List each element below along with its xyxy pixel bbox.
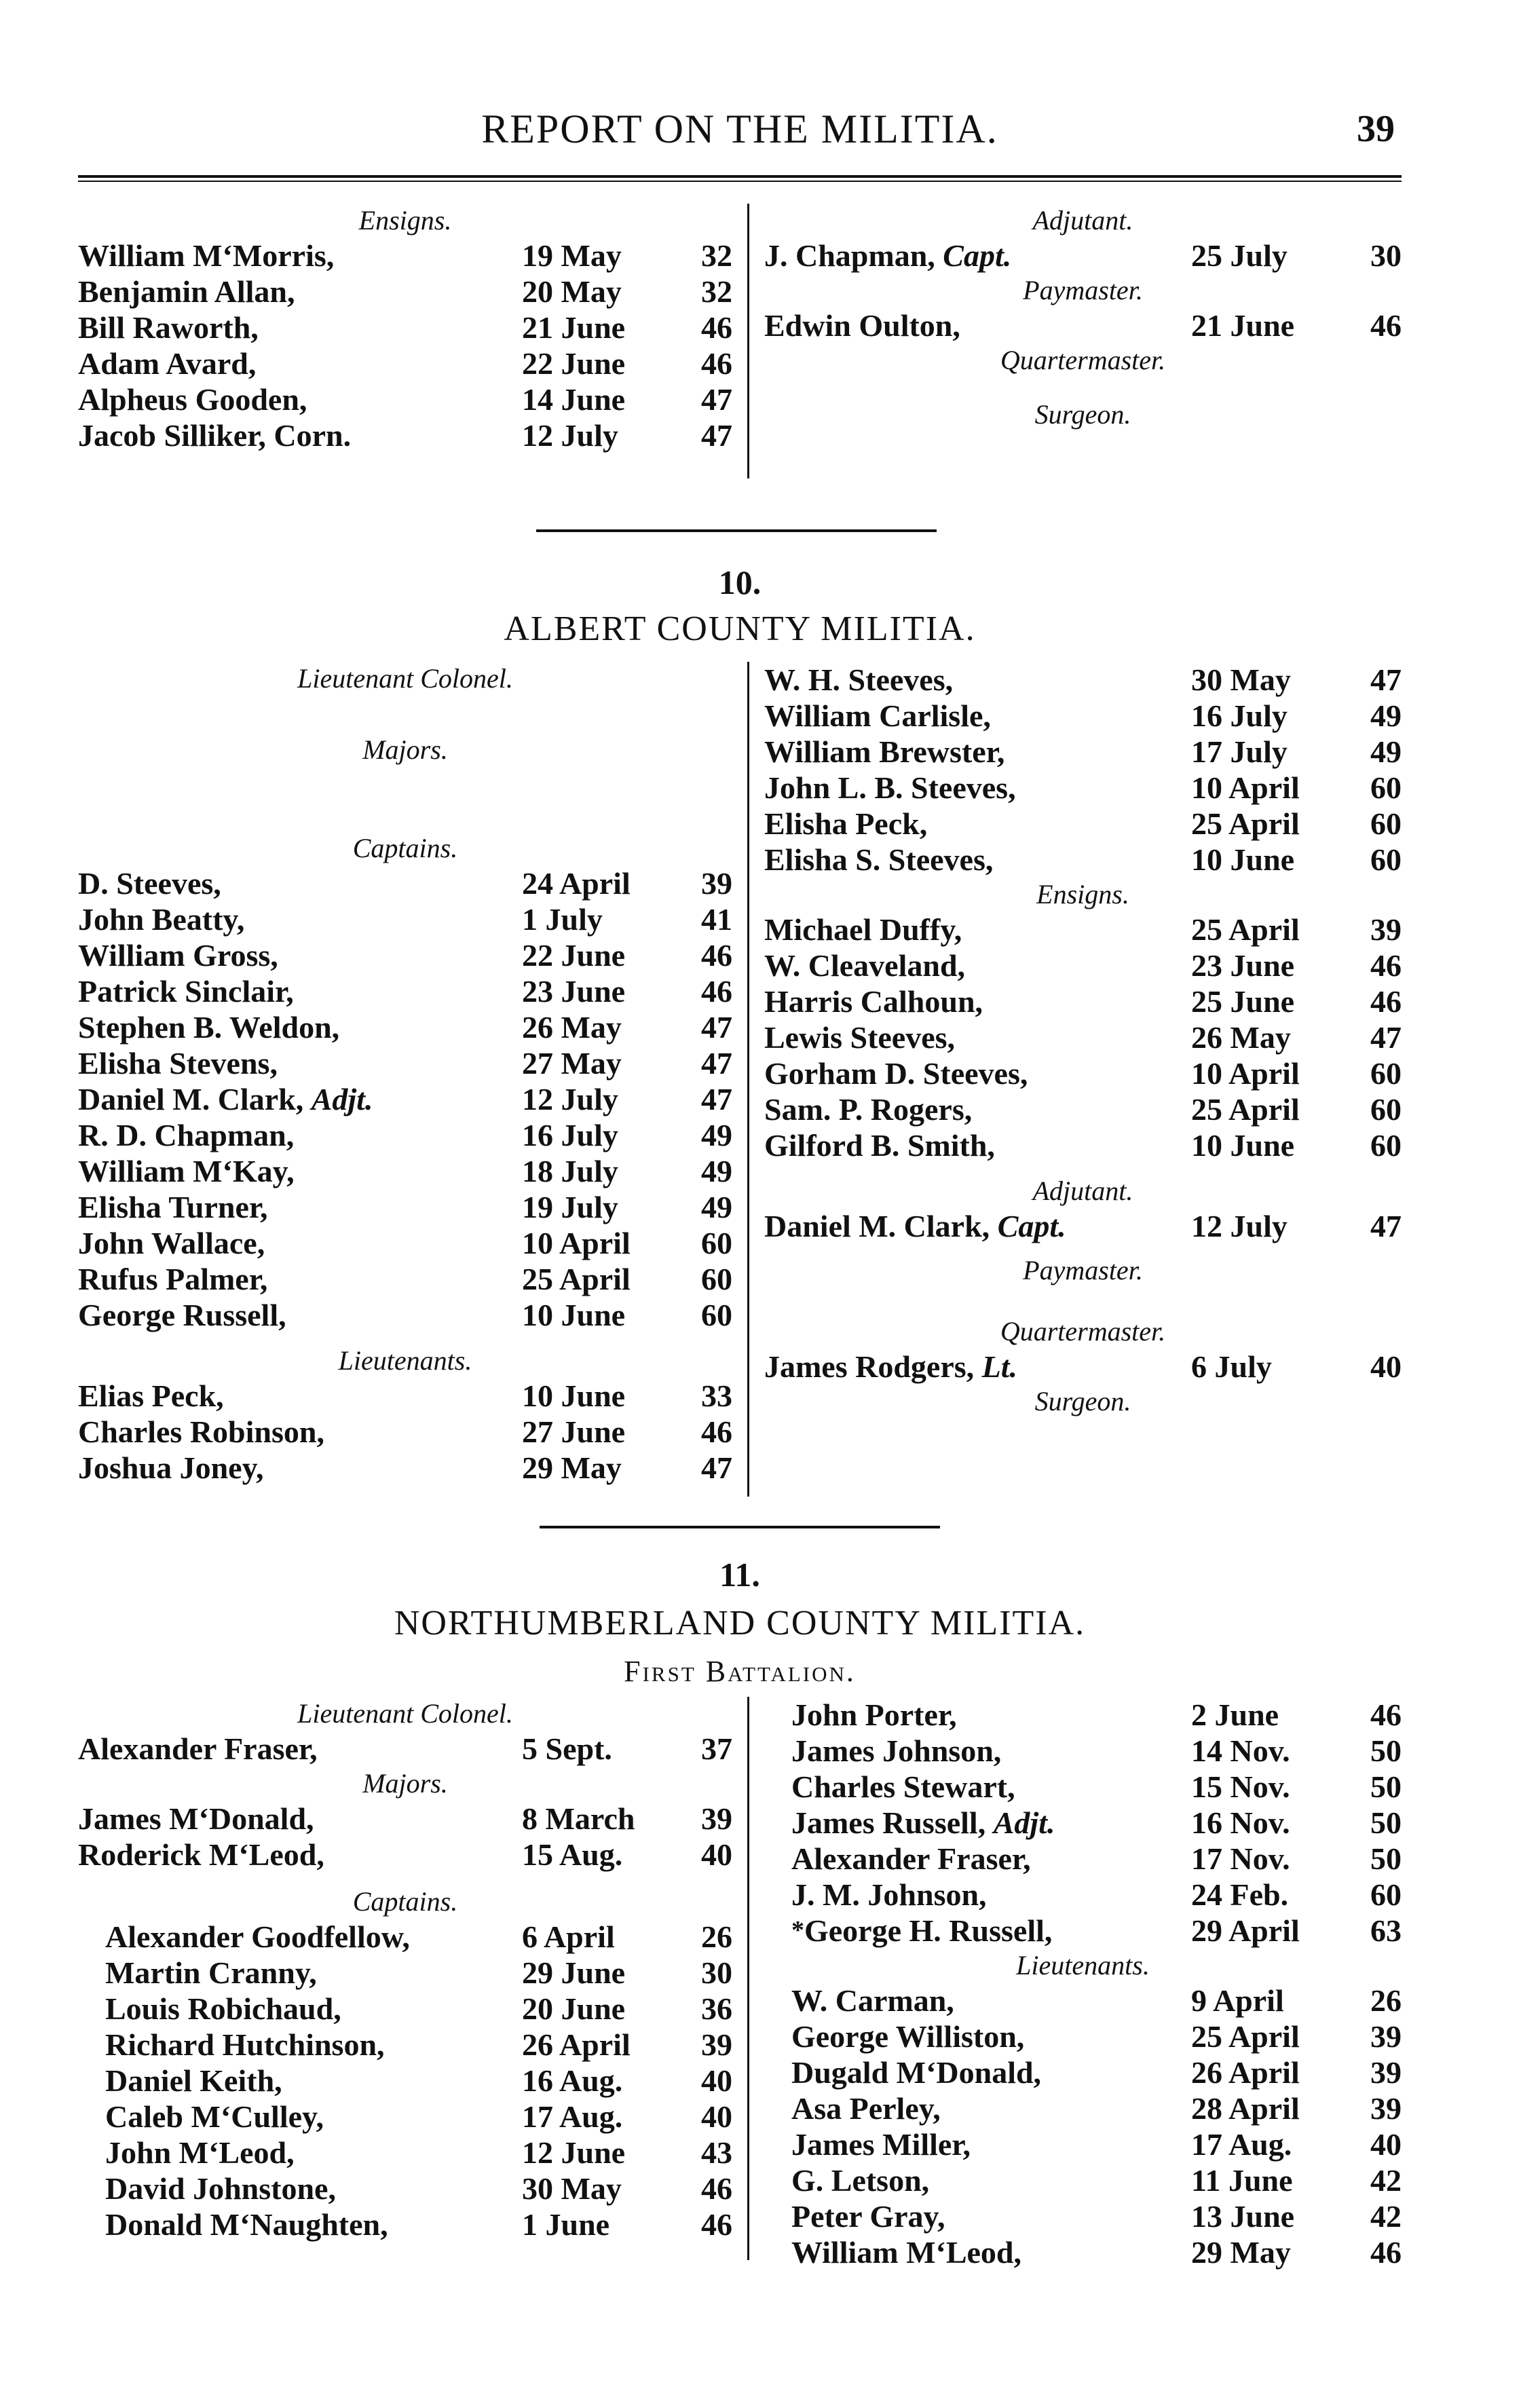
list-item: J. Chapman, Capt. 25 July 30 xyxy=(764,238,1402,273)
commission-year: 39 xyxy=(700,2027,732,2062)
list-item xyxy=(78,1801,732,1837)
list-item: James Rodgers, Lt. 6 July 40 xyxy=(764,1349,1402,1384)
officer-name: W. Carman, xyxy=(791,1983,954,2018)
commission-year: 47 xyxy=(1370,662,1402,697)
list-item xyxy=(78,2099,732,2135)
officer-name: Michael Duffy, xyxy=(764,912,962,947)
commission-date: 24 Feb. xyxy=(1191,1877,1289,1912)
commission-date: 25 April xyxy=(1191,806,1300,841)
commission-year: 39 xyxy=(1370,2091,1402,2126)
rank-heading-lieutenants: Lieutenants. xyxy=(338,1345,472,1376)
list-item xyxy=(78,973,732,1009)
officer-name: Elisha Turner, xyxy=(78,1190,268,1224)
commission-year: 60 xyxy=(1370,806,1402,841)
list-item: Edwin Oulton, 21 June 46 xyxy=(764,308,1402,343)
officer-name: John Wallace, xyxy=(78,1226,265,1260)
commission-year: 47 xyxy=(700,1450,732,1485)
commission-year: 60 xyxy=(1370,770,1402,805)
officer-name: Daniel Keith, xyxy=(105,2063,282,2098)
officer-name: William M‘Morris, xyxy=(78,238,335,273)
officer-name: Harris Calhoun, xyxy=(764,984,983,1019)
commission-year: 50 xyxy=(1370,1841,1402,1876)
list-item xyxy=(764,1733,1402,1769)
commission-year: 30 xyxy=(700,1955,732,1990)
list-item xyxy=(78,1081,732,1117)
section-number-11: 11. xyxy=(719,1556,760,1594)
list-item xyxy=(764,1983,1402,2018)
list-item xyxy=(78,1117,732,1153)
commission-date: 29 April xyxy=(1191,1913,1300,1948)
lieutenant-list-continued xyxy=(764,662,1402,878)
section-subtitle: First Battalion. xyxy=(624,1655,856,1688)
commission-date: 17 Nov. xyxy=(1191,1841,1290,1876)
officer-name: James Johnson, xyxy=(791,1733,1002,1768)
commission-year: 47 xyxy=(700,418,732,453)
rank-heading-majors: Majors. xyxy=(362,734,448,765)
list-item xyxy=(764,2090,1402,2126)
rank-heading-ensigns: Ensigns. xyxy=(1036,879,1129,909)
footnote-star: * xyxy=(791,1916,804,1945)
commission-year: 46 xyxy=(1370,984,1402,1019)
commission-date: 10 June xyxy=(521,1298,626,1332)
commission-year: 60 xyxy=(700,1226,732,1260)
section-10-right-column xyxy=(749,662,1402,1497)
officer-name: Charles Robinson, xyxy=(78,1414,324,1449)
list-item xyxy=(764,662,1402,698)
officer-name: Richard Hutchinson, xyxy=(105,2027,385,2062)
officer-name: Roderick M‘Leod, xyxy=(78,1837,324,1872)
commission-year: 60 xyxy=(700,1298,732,1332)
commission-year: 42 xyxy=(1370,2163,1402,2198)
list-item: Alexander Fraser, 5 Sept. 37 xyxy=(78,1731,732,1766)
officer-name: Gorham D. Steeves, xyxy=(764,1056,1028,1091)
officer-name: John Beatty, xyxy=(78,902,245,937)
commission-year: 46 xyxy=(700,2171,732,2206)
commission-date: 12 July xyxy=(521,418,618,453)
commission-year: 49 xyxy=(1370,734,1402,769)
commission-year: 36 xyxy=(700,1991,732,2026)
ensign-list xyxy=(764,912,1402,1163)
section-title-northumberland: NORTHUMBERLAND COUNTY MILITIA. xyxy=(394,1604,1086,1642)
list-item xyxy=(78,1153,732,1189)
commission-date: 1 July xyxy=(521,902,603,937)
commission-year: 49 xyxy=(700,1154,732,1188)
list-item xyxy=(764,2198,1402,2234)
commission-date: 17 July xyxy=(1191,734,1288,769)
commission-date: 26 April xyxy=(1191,2055,1300,2090)
rank-heading-ensigns: Ensigns. xyxy=(358,205,452,236)
commission-date: 29 May xyxy=(521,1450,622,1485)
list-item xyxy=(78,274,732,309)
officer-name: Alpheus Gooden, xyxy=(78,382,307,417)
commission-year: 47 xyxy=(700,1082,732,1116)
rank-heading-paymaster: Paymaster. xyxy=(1023,275,1143,305)
commission-date: 25 April xyxy=(521,1262,631,1296)
commission-date: 20 June xyxy=(521,1991,626,2026)
section-10-left-column xyxy=(78,662,749,1497)
list-item xyxy=(764,806,1402,842)
commission-date: 26 May xyxy=(1191,1020,1291,1055)
officer-name: Alexander Goodfellow, xyxy=(105,1919,410,1954)
commission-date: 12 June xyxy=(521,2135,626,2170)
commission-year: 46 xyxy=(700,974,732,1009)
section-9-left-column xyxy=(78,204,749,478)
commission-year: 39 xyxy=(700,1801,732,1836)
commission-date: 26 May xyxy=(521,1010,622,1045)
officer-name: Alexander Fraser, xyxy=(791,1841,1031,1876)
commission-year: 60 xyxy=(1370,1877,1402,1912)
commission-date: 25 April xyxy=(1191,912,1300,947)
commission-date: 24 April xyxy=(521,866,631,901)
list-item xyxy=(764,1055,1402,1091)
commission-year: 50 xyxy=(1370,1769,1402,1804)
list-item xyxy=(764,912,1402,947)
commission-year: 26 xyxy=(1370,1983,1402,2018)
section-number-10: 10. xyxy=(718,563,762,601)
commission-year: 49 xyxy=(1370,698,1402,733)
list-item xyxy=(78,238,732,274)
officer-name: Benjamin Allan, xyxy=(78,274,295,309)
commission-year: 47 xyxy=(700,1010,732,1045)
commission-date: 10 April xyxy=(521,1226,631,1260)
officer-name: William Carlisle, xyxy=(764,698,991,733)
commission-year: 46 xyxy=(700,938,732,973)
rank-heading-majors: Majors. xyxy=(362,1768,448,1799)
list-item xyxy=(78,865,732,901)
officer-name: Jacob Silliker, Corn. xyxy=(78,418,352,453)
section-11-left-column xyxy=(78,1697,749,2260)
list-item xyxy=(764,1697,1402,1733)
list-item xyxy=(764,983,1402,1019)
officer-name: Louis Robichaud, xyxy=(105,1991,341,2026)
list-item xyxy=(78,2063,732,2099)
commission-year: 60 xyxy=(1370,1056,1402,1091)
commission-date: 9 April xyxy=(1191,1983,1284,2018)
commission-date: 16 Aug. xyxy=(521,2063,623,2098)
list-item xyxy=(78,2171,732,2206)
list-item xyxy=(78,1261,732,1297)
commission-year: 33 xyxy=(700,1378,732,1413)
page-title: REPORT ON THE MILITIA. xyxy=(481,107,998,151)
rank-heading-surgeon: Surgeon. xyxy=(1034,1386,1131,1416)
list-item xyxy=(78,1045,732,1081)
commission-date: 19 July xyxy=(521,1190,618,1224)
commission-date: 15 Nov. xyxy=(1191,1769,1290,1804)
commission-date: 10 April xyxy=(1191,1056,1300,1091)
list-item xyxy=(78,1225,732,1261)
commission-year: 40 xyxy=(700,1837,732,1872)
rank-heading-adjutant: Adjutant. xyxy=(1032,1176,1133,1206)
commission-year: 60 xyxy=(1370,842,1402,877)
commission-date: 12 July xyxy=(521,1082,618,1116)
officer-name: J. M. Johnson, xyxy=(791,1877,987,1912)
list-item xyxy=(764,2234,1402,2270)
officer-name: D. Steeves, xyxy=(78,866,221,901)
list-item xyxy=(764,698,1402,734)
commission-year: 32 xyxy=(700,238,732,273)
header-rule xyxy=(78,175,1402,182)
section-9-right-column xyxy=(749,204,1402,478)
commission-date: 13 June xyxy=(1191,2199,1295,2234)
officer-name: Asa Perley, xyxy=(791,2091,941,2126)
officer-name: R. D. Chapman, xyxy=(78,1118,295,1152)
list-item xyxy=(78,1378,732,1414)
commission-year: 40 xyxy=(700,2099,732,2134)
section-11-columns xyxy=(78,1697,1402,2270)
commission-date: 11 June xyxy=(1191,2163,1293,2198)
list-item xyxy=(78,937,732,973)
officer-name: Caleb M‘Culley, xyxy=(105,2099,324,2134)
commission-year: 47 xyxy=(700,382,732,417)
captain-list xyxy=(78,865,732,1333)
list-item xyxy=(78,1991,732,2027)
list-item xyxy=(764,842,1402,878)
list-item xyxy=(78,1837,732,1873)
officer-name: James Russell, Adjt. xyxy=(791,1805,1055,1840)
section-divider xyxy=(540,1526,940,1528)
list-item xyxy=(764,770,1402,806)
commission-year: 46 xyxy=(700,1414,732,1449)
officer-name: Donald M‘Naughten, xyxy=(105,2207,388,2242)
officer-name: George Williston, xyxy=(791,2019,1025,2054)
officer-name: William M‘Leod, xyxy=(791,2235,1022,2270)
list-item xyxy=(764,1877,1402,1913)
list-item xyxy=(78,1189,732,1225)
commission-date: 20 May xyxy=(521,274,622,309)
list-item xyxy=(78,417,732,453)
officer-name: Lewis Steeves, xyxy=(764,1020,956,1055)
commission-date: 25 April xyxy=(1191,2019,1300,2054)
commission-date: 29 June xyxy=(521,1955,626,1990)
officer-name: Peter Gray, xyxy=(791,2199,945,2234)
list-item xyxy=(764,1127,1402,1163)
commission-year: 39 xyxy=(1370,2019,1402,2054)
officer-name: Joshua Joney, xyxy=(78,1450,264,1485)
commission-date: 23 June xyxy=(521,974,626,1009)
officer-name: Charles Stewart, xyxy=(791,1769,1015,1804)
officer-name: Sam. P. Rogers, xyxy=(764,1092,973,1127)
officer-name: G. Letson, xyxy=(791,2163,930,2198)
commission-year: 39 xyxy=(700,866,732,901)
rank-heading-lt-colonel: Lieutenant Colonel. xyxy=(297,663,513,694)
list-item: Daniel M. Clark, Capt. 12 July 47 xyxy=(764,1209,1402,1243)
commission-year: 46 xyxy=(700,346,732,381)
officer-name: Patrick Sinclair, xyxy=(78,974,294,1009)
list-item xyxy=(78,2135,732,2171)
commission-date: 27 May xyxy=(521,1046,622,1081)
list-item xyxy=(764,1769,1402,1805)
list-item xyxy=(78,1450,732,1486)
list-item xyxy=(764,1019,1402,1055)
lieutenant-list xyxy=(78,1378,732,1486)
captain-list-continued xyxy=(764,1697,1402,1949)
page-number: 39 xyxy=(1357,108,1395,150)
rank-heading-quartermaster: Quartermaster. xyxy=(1000,1316,1166,1347)
commission-year: 60 xyxy=(700,1262,732,1296)
commission-date: 17 Aug. xyxy=(521,2099,623,2134)
list-item xyxy=(78,345,732,381)
officer-name: Bill Raworth, xyxy=(78,310,259,345)
officer-name: John L. B. Steeves, xyxy=(764,770,1016,805)
officer-name: Rufus Palmer, xyxy=(78,1262,268,1296)
commission-year: 46 xyxy=(1370,948,1402,983)
commission-date: 16 July xyxy=(1191,698,1288,733)
commission-date: 16 July xyxy=(521,1118,618,1152)
commission-date: 25 April xyxy=(1191,1092,1300,1127)
list-item xyxy=(78,1009,732,1045)
commission-date: 22 June xyxy=(521,346,626,381)
list-item xyxy=(764,2126,1402,2162)
commission-year: 43 xyxy=(700,2135,732,2170)
commission-date: 2 June xyxy=(1191,1697,1279,1732)
officer-name: W. Cleaveland, xyxy=(764,948,966,983)
commission-year: 63 xyxy=(1370,1913,1402,1948)
officer-name: Elisha Peck, xyxy=(764,806,928,841)
commission-year: 46 xyxy=(700,2207,732,2242)
commission-year: 42 xyxy=(1370,2199,1402,2234)
rank-heading-paymaster: Paymaster. xyxy=(1023,1255,1143,1285)
ensign-list xyxy=(78,238,732,453)
officer-name: William Gross, xyxy=(78,938,278,973)
officer-name: Elisha S. Steeves, xyxy=(764,842,994,877)
commission-date: 8 March xyxy=(521,1801,635,1836)
list-item xyxy=(764,2054,1402,2090)
commission-date: 23 June xyxy=(1191,948,1295,983)
commission-year: 32 xyxy=(700,274,732,309)
officer-name: George Russell, xyxy=(78,1298,286,1332)
commission-year: 39 xyxy=(1370,2055,1402,2090)
officer-name: Gilford B. Smith, xyxy=(764,1128,995,1163)
commission-year: 40 xyxy=(700,2063,732,2098)
commission-date: 14 June xyxy=(521,382,626,417)
list-item xyxy=(764,947,1402,983)
commission-year: 49 xyxy=(700,1118,732,1152)
commission-year: 26 xyxy=(700,1919,732,1954)
officer-name: Elisha Stevens, xyxy=(78,1046,278,1081)
commission-date: 28 April xyxy=(1191,2091,1300,2126)
officer-name: Elias Peck, xyxy=(78,1378,224,1413)
officer-name: William Brewster, xyxy=(764,734,1005,769)
commission-date: 15 Aug. xyxy=(521,1837,623,1872)
officer-name: Martin Cranny, xyxy=(105,1955,317,1990)
officer-name: *George H. Russell, xyxy=(791,1913,1053,1948)
list-item xyxy=(78,2027,732,2063)
commission-date: 10 June xyxy=(521,1378,626,1413)
section-9-columns xyxy=(78,204,1402,478)
list-item xyxy=(764,2162,1402,2198)
commission-date: 6 April xyxy=(521,1919,615,1954)
rank-heading-captains: Captains. xyxy=(352,833,458,863)
section-10-columns xyxy=(78,662,1402,1497)
rank-heading-surgeon: Surgeon. xyxy=(1034,399,1131,430)
list-item xyxy=(78,1414,732,1450)
commission-date: 18 July xyxy=(521,1154,618,1188)
rank-heading-lt-colonel: Lieutenant Colonel. xyxy=(297,1698,513,1729)
running-header xyxy=(78,102,1402,156)
rank-heading-adjutant: Adjutant. xyxy=(1032,205,1133,236)
list-item xyxy=(78,381,732,417)
commission-year: 47 xyxy=(1370,1020,1402,1055)
officer-name: David Johnstone, xyxy=(105,2171,336,2206)
captain-list xyxy=(78,1919,732,2242)
commission-date: 1 June xyxy=(521,2207,610,2242)
commission-year: 46 xyxy=(700,310,732,345)
commission-date: 10 April xyxy=(1191,770,1300,805)
list-item xyxy=(78,1919,732,1955)
commission-date: 30 May xyxy=(1191,662,1291,697)
section-title-albert: ALBERT COUNTY MILITIA. xyxy=(504,609,976,648)
commission-year: 46 xyxy=(1370,1697,1402,1732)
commission-year: 39 xyxy=(1370,912,1402,947)
commission-date: 21 June xyxy=(521,310,626,345)
officer-name: James Miller, xyxy=(791,2127,971,2162)
list-item xyxy=(764,1805,1402,1841)
commission-date: 19 May xyxy=(521,238,622,273)
rank-heading-captains: Captains. xyxy=(352,1886,458,1917)
list-item xyxy=(764,1091,1402,1127)
lieutenant-list xyxy=(764,1983,1402,2270)
officer-name: Adam Avard, xyxy=(78,346,257,381)
section-11-right-column xyxy=(749,1697,1402,2270)
list-item xyxy=(78,901,732,937)
commission-year: 60 xyxy=(1370,1128,1402,1163)
commission-date: 30 May xyxy=(521,2171,622,2206)
section-divider xyxy=(536,529,937,532)
commission-date: 26 April xyxy=(521,2027,631,2062)
commission-year: 50 xyxy=(1370,1805,1402,1840)
list-item xyxy=(78,1297,732,1333)
list-item xyxy=(764,2018,1402,2054)
commission-year: 60 xyxy=(1370,1092,1402,1127)
commission-year: 50 xyxy=(1370,1733,1402,1768)
commission-year: 47 xyxy=(700,1046,732,1081)
rank-heading-quartermaster: Quartermaster. xyxy=(1000,345,1166,375)
officer-name: W. H. Steeves, xyxy=(764,662,954,697)
commission-date: 27 June xyxy=(521,1414,626,1449)
list-item xyxy=(78,1955,732,1991)
officer-name: Daniel M. Clark, Adjt. xyxy=(78,1082,373,1116)
commission-year: 49 xyxy=(700,1190,732,1224)
major-list xyxy=(78,1801,732,1873)
commission-date: 17 Aug. xyxy=(1191,2127,1292,2162)
officer-name: John M‘Leod, xyxy=(105,2135,295,2170)
officer-name: James M‘Donald, xyxy=(78,1801,314,1836)
officer-name: Stephen B. Weldon, xyxy=(78,1010,340,1045)
commission-date: 14 Nov. xyxy=(1191,1733,1290,1768)
officer-name: William M‘Kay, xyxy=(78,1154,295,1188)
list-item xyxy=(78,2206,732,2242)
commission-year: 46 xyxy=(1370,2235,1402,2270)
commission-date: 10 June xyxy=(1191,842,1295,877)
commission-date: 25 June xyxy=(1191,984,1295,1019)
commission-year: 40 xyxy=(1370,2127,1402,2162)
list-item xyxy=(764,734,1402,770)
officer-name: John Porter, xyxy=(791,1697,957,1732)
list-item xyxy=(764,1841,1402,1877)
commission-year: 41 xyxy=(700,902,732,937)
list-item xyxy=(78,309,732,345)
commission-date: 22 June xyxy=(521,938,626,973)
commission-date: 29 May xyxy=(1191,2235,1291,2270)
commission-date: 10 June xyxy=(1191,1128,1295,1163)
officer-name: Dugald M‘Donald, xyxy=(791,2055,1042,2090)
list-item xyxy=(764,1913,1402,1949)
rank-heading-lieutenants: Lieutenants. xyxy=(1016,1950,1150,1980)
commission-date: 16 Nov. xyxy=(1191,1805,1290,1840)
